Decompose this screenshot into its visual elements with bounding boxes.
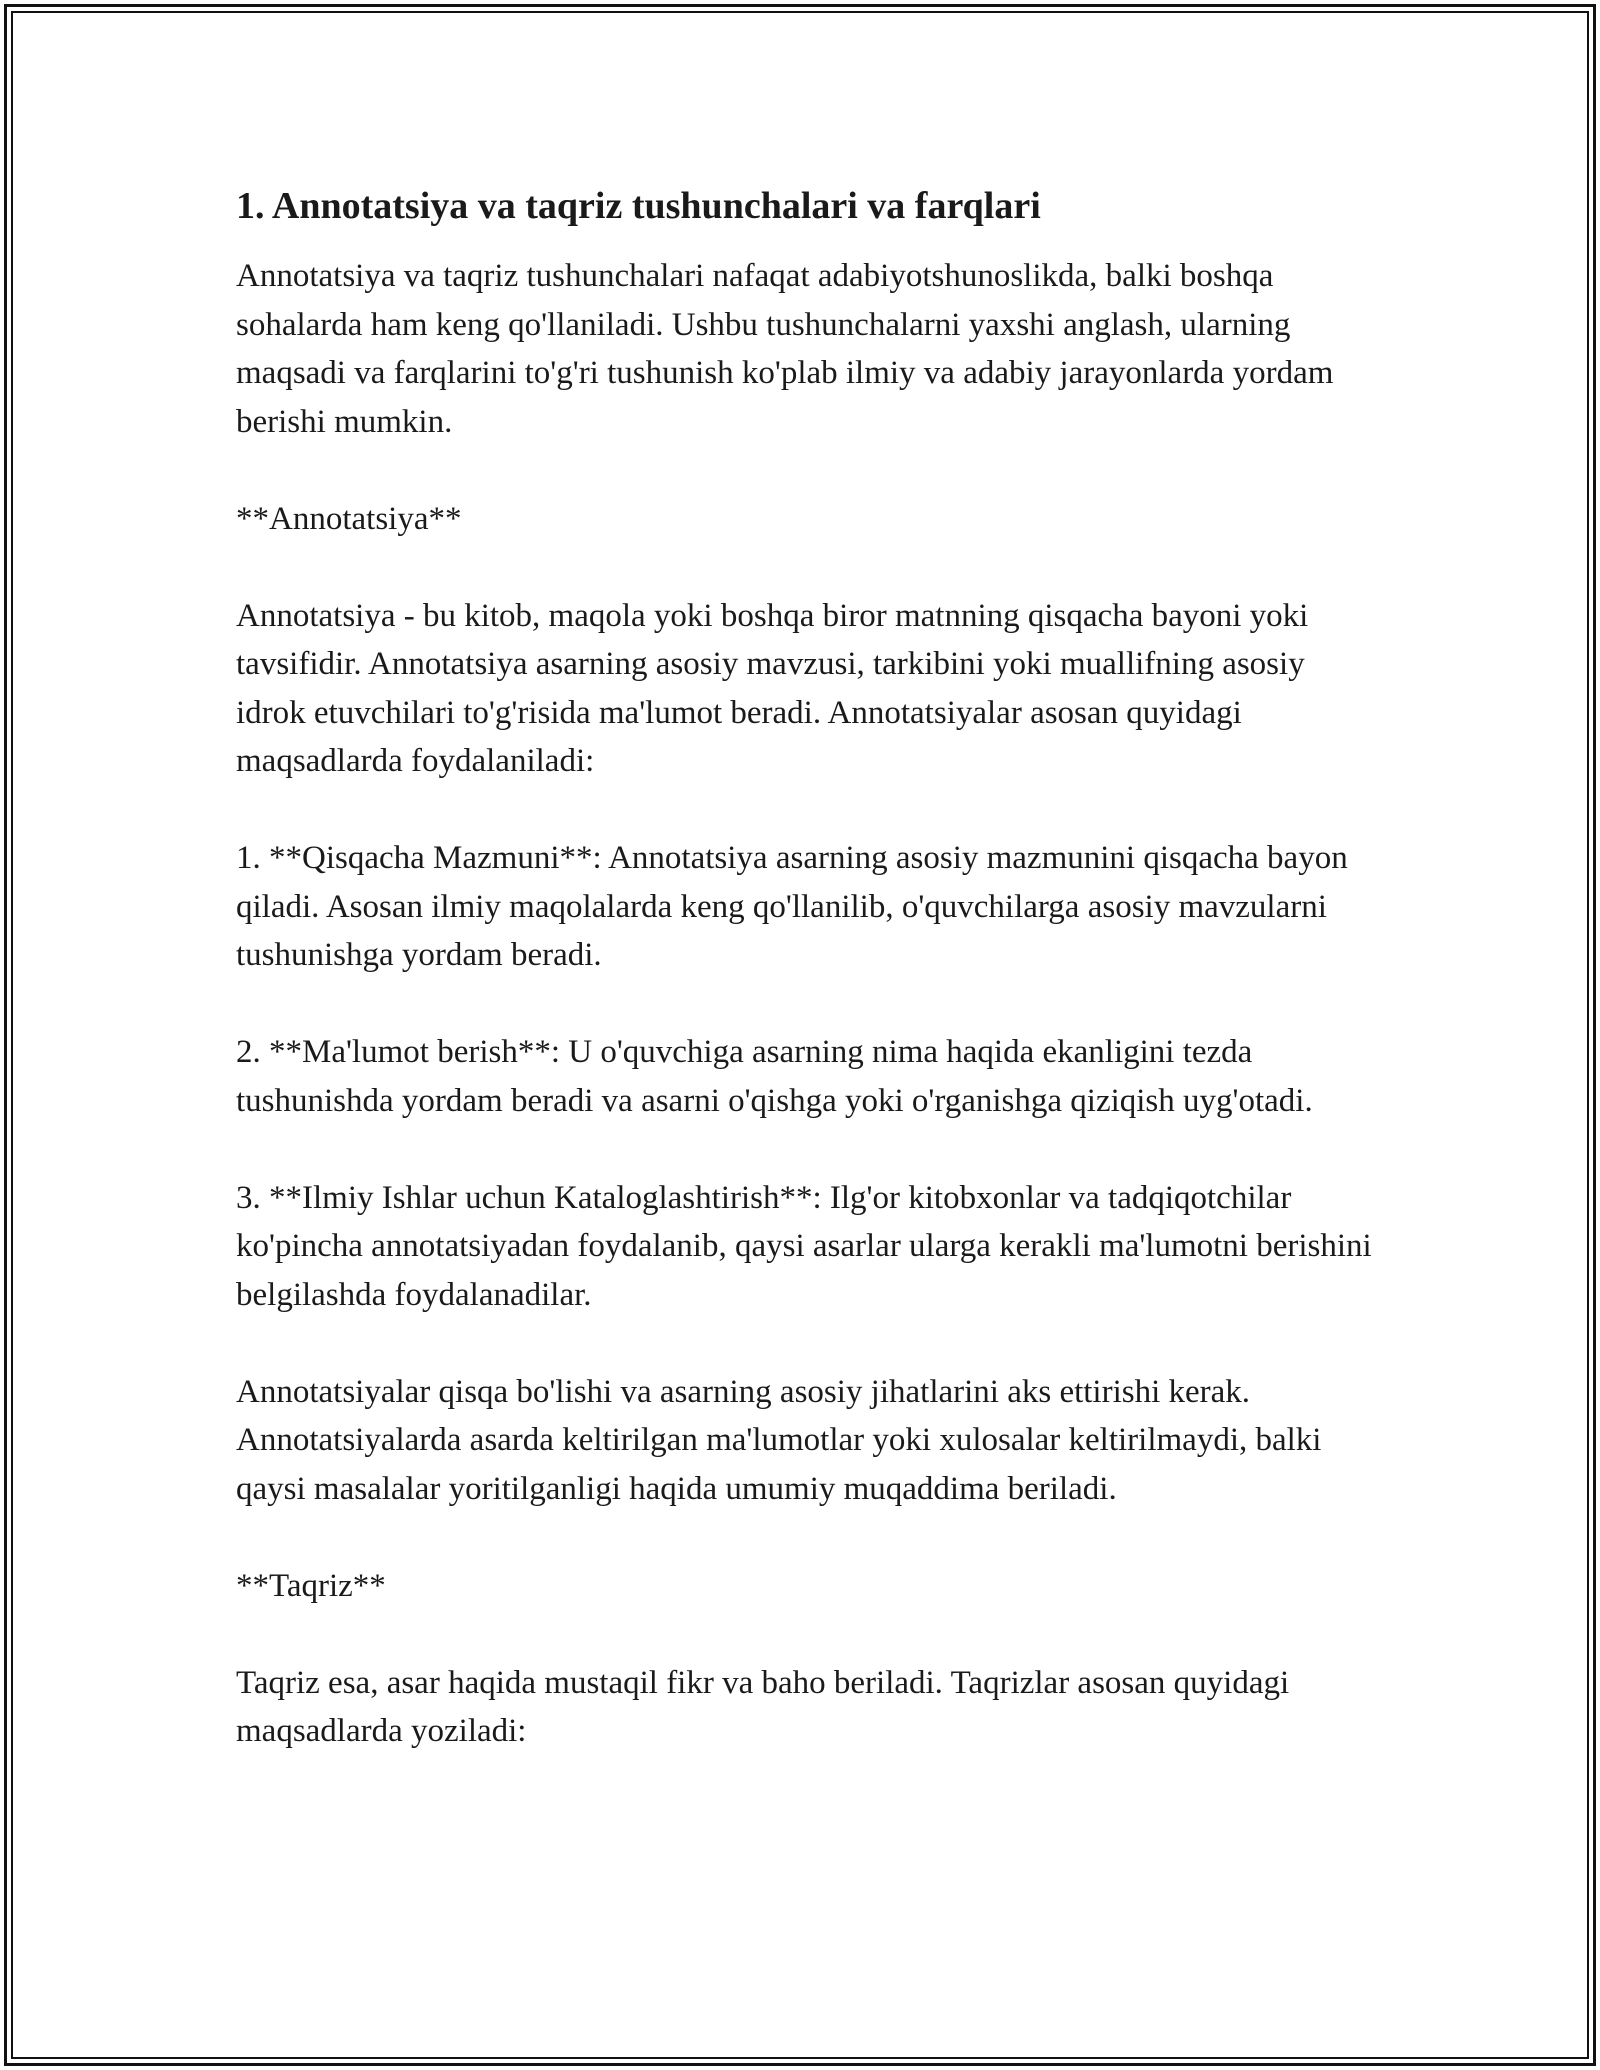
annotatsiya-subheading: **Annotatsiya** [236, 500, 462, 537]
taqriz-paragraph: Taqriz esa, asar haqida mustaqil fikr va baho beriladi. Taqrizlar asosan quyidagi maqsadlarda yoziladi: [236, 1664, 1290, 1749]
list-item-qisqacha-mazmuni: 1. **Qisqacha Mazmuni**: Annotatsiya asarning asosiy mazmunini qisqacha bayon qiladi. Asosan ilmiy maqolalarda keng qo'llanilib, o'quvchilarga asosiy mavzularni tushunishga yordam beradi. [236, 840, 1348, 973]
taqriz-subheading: **Taqriz** [236, 1567, 386, 1604]
list-item-kataloglashtirish: 3. **Ilmiy Ishlar uchun Kataloglashtirish**: Ilg'or kitobxonlar va tadqiqotchilar ko'pincha annotatsiyadan foydalanib, qaysi asarlar ularga kerakli ma'lumotni berishini belgilashda foydalanadilar. [236, 1179, 1372, 1313]
annotatsiya-summary-paragraph: Annotatsiyalar qisqa bo'lishi va asarning asosiy jihatlarini aks ettirishi kerak. Annotatsiyalarda asarda keltirilgan ma'lumotlar yoki xulosalar keltirilmaydi, balki qaysi masalalar yoritilganligi haqida umumiy muqaddima beriladi. [236, 1373, 1322, 1507]
document-body [236, 182, 1376, 1804]
section-heading: 1. Annotatsiya va taqriz tushunchalari va farqlari [236, 185, 1041, 227]
list-item-malumot-berish: 2. **Ma'lumot berish**: U o'quvchiga asarning nima haqida ekanligini tezda tushunishda yordam beradi va asarni o'qishga yoki o'rganishga qiziqish uyg'otadi. [236, 1034, 1313, 1119]
intro-paragraph: Annotatsiya va taqriz tushunchalari nafaqat adabiyotshunoslikda, balki boshqa sohalarda ham keng qo'llaniladi. Ushbu tushunchalarni yaxshi anglash, ularning maqsadi va farqlarini to'g'ri tushunish ko'plab ilmiy va adabiy jarayonlarda yordam berishi mumkin. [236, 258, 1334, 440]
annotatsiya-definition-paragraph: Annotatsiya - bu kitob, maqola yoki boshqa biror matnning qisqacha bayoni yoki tavsifidir. Annotatsiya asarning asosiy mavzusi, tarkibini yoki muallifning asosiy idrok etuvchilari to'g'risida ma'lumot beradi. Annotatsiyalar asosan quyidagi maqsadlarda foydalaniladi: [236, 597, 1309, 779]
